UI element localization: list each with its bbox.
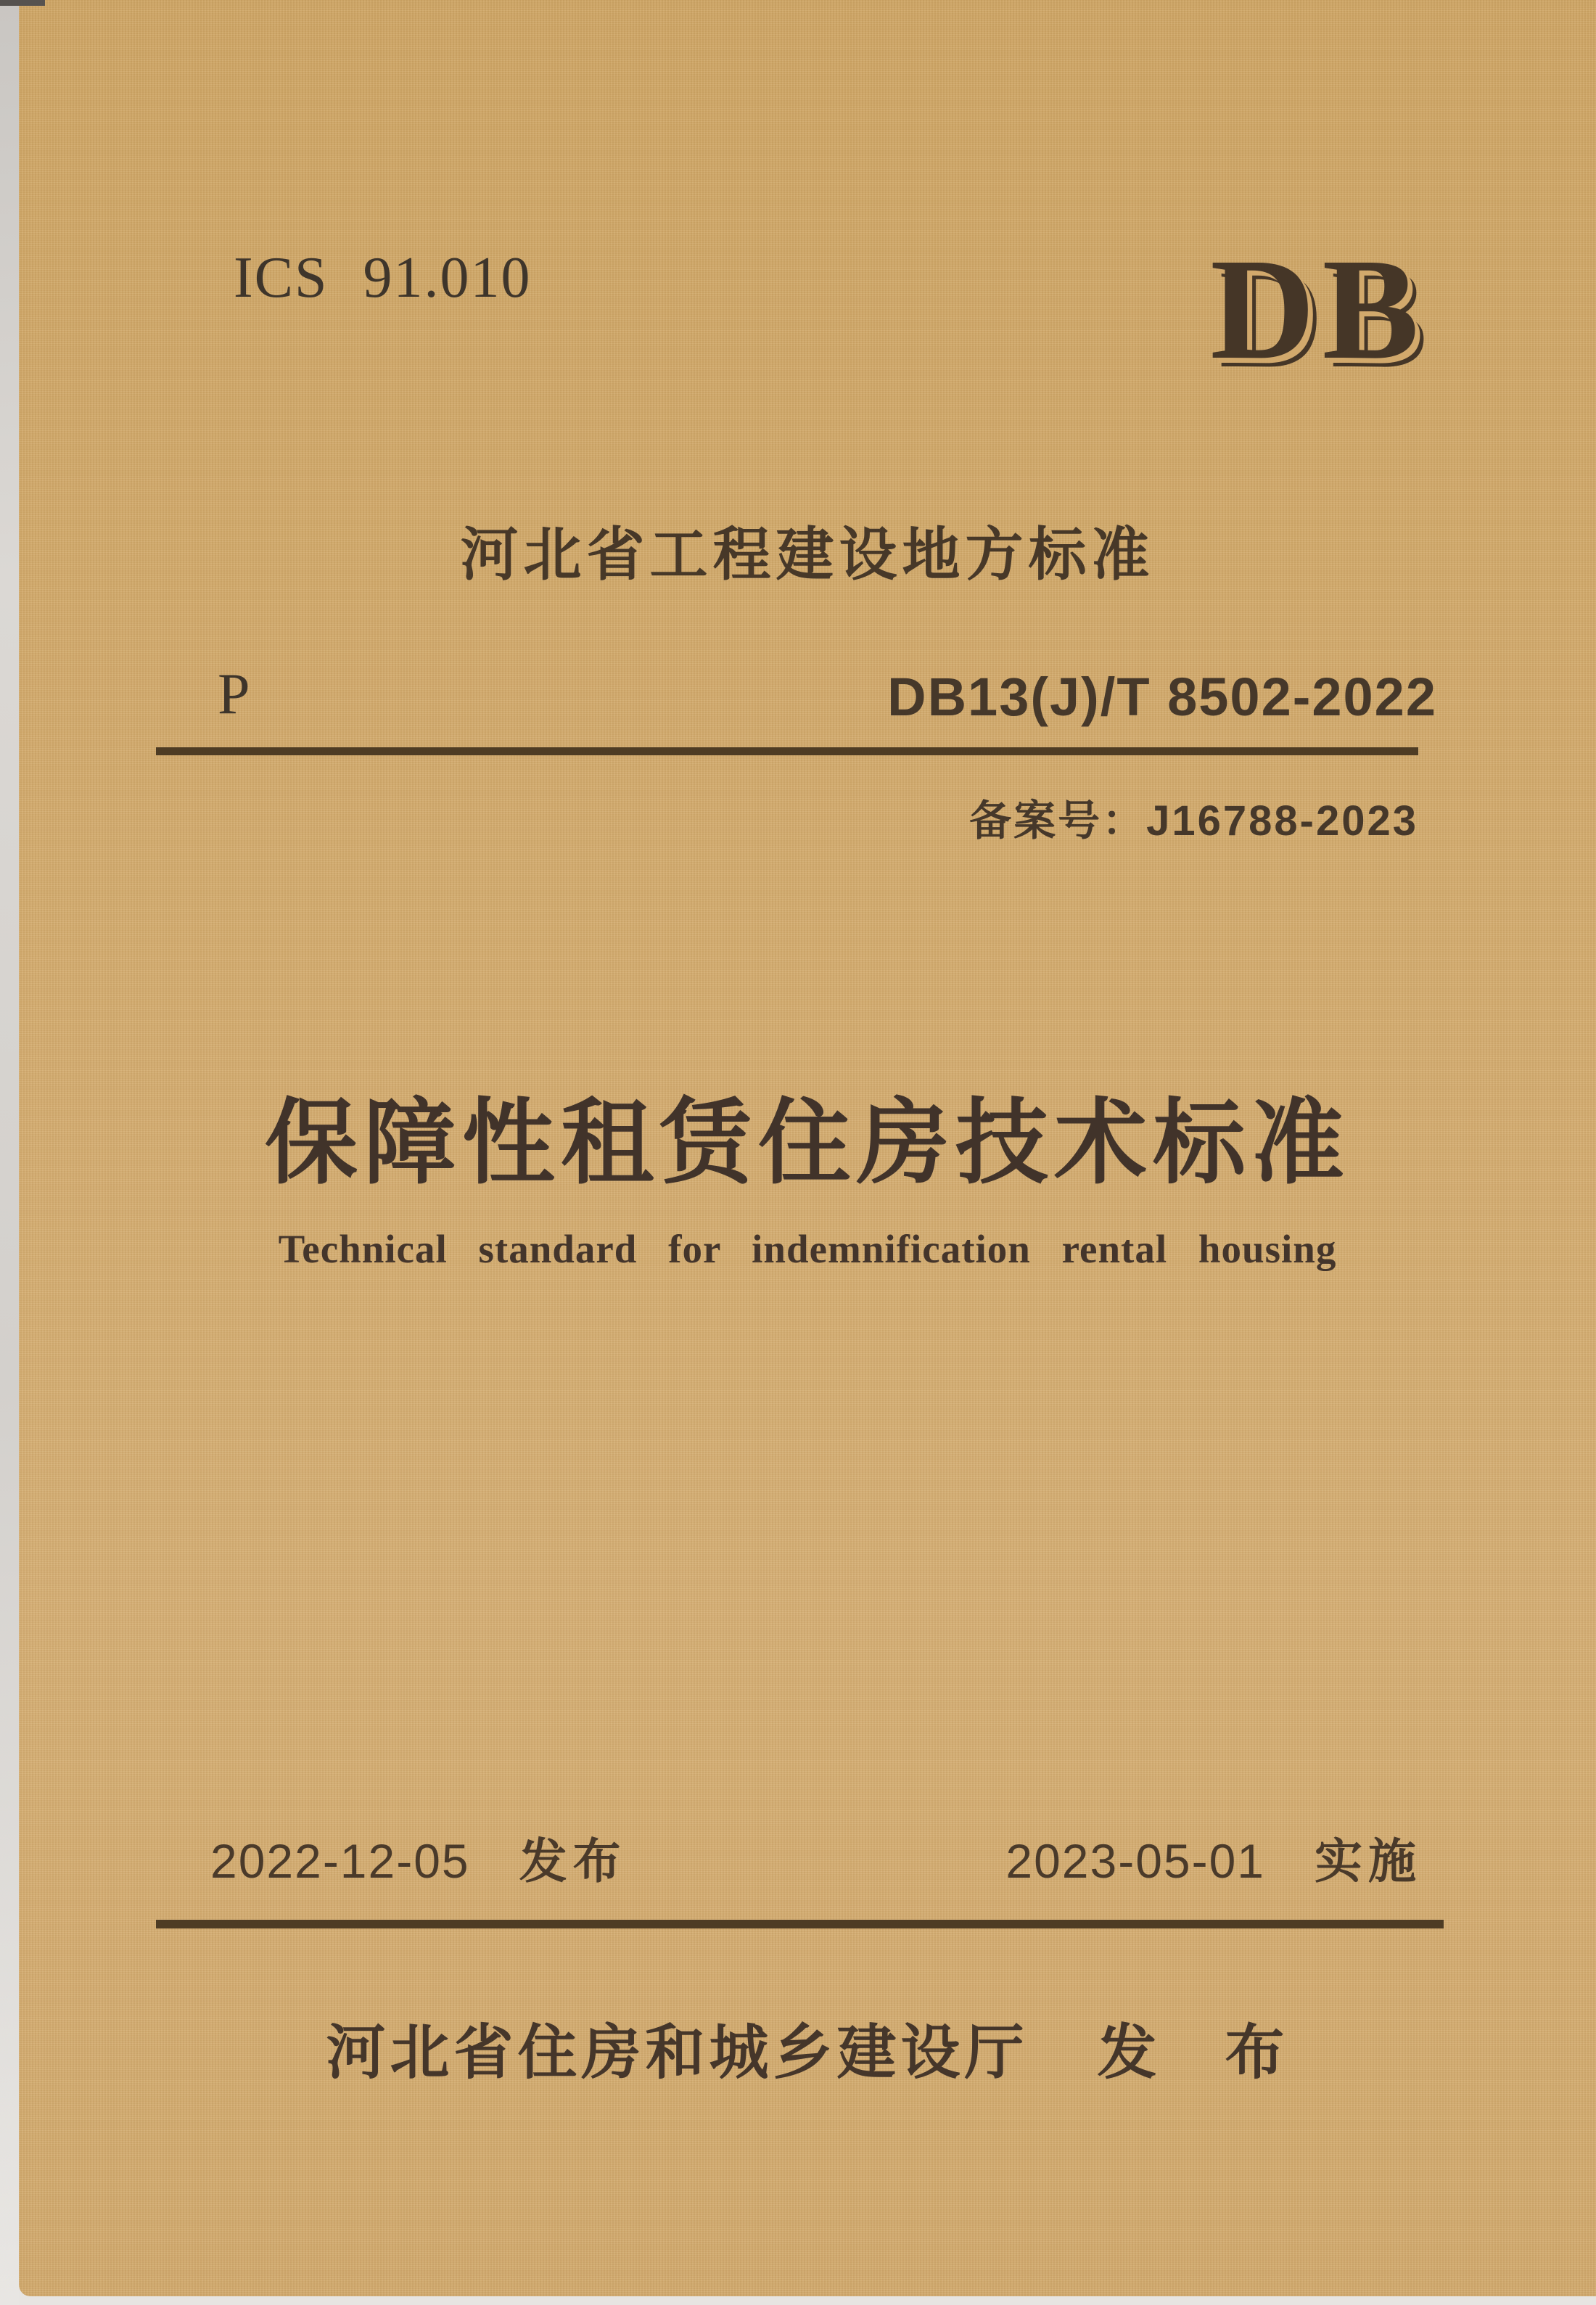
book-cover [19, 0, 1596, 2296]
title-chinese: 保障性租赁住房技术标准 [264, 1092, 1350, 1195]
implement-label: 实施 [1315, 1834, 1422, 1888]
issue-date: 2022-12-05 [210, 1834, 470, 1888]
issue-label: 发布 [519, 1834, 627, 1888]
title-english: Technical standard for indemnification rental housing [278, 1227, 1337, 1271]
record-number: 备案号：J16788-2023 [969, 797, 1418, 845]
publish-label: 发 布 [1097, 2020, 1289, 2086]
scan-edge-left [0, 0, 19, 2305]
header-rule [156, 747, 1418, 755]
scan-corner-mark [0, 0, 45, 6]
implement-date: 2023-05-01 [1005, 1834, 1265, 1888]
classification-letter: P [218, 662, 250, 726]
implement-date-group [1005, 1823, 1422, 1891]
standard-type-heading: 河北省工程建设地方标准 [460, 524, 1155, 588]
issue-date-group [210, 1823, 627, 1891]
publisher-row [19, 2005, 1596, 2090]
publisher-name: 河北省住房和城乡建设厅 [326, 2020, 1029, 2086]
ics-code: ICS 91.010 [234, 246, 532, 310]
date-row [210, 1823, 1422, 1891]
standard-number: DB13(J)/T 8502-2022 [887, 667, 1437, 727]
footer-rule [156, 1920, 1444, 1928]
db-logo: DB [1210, 229, 1426, 390]
